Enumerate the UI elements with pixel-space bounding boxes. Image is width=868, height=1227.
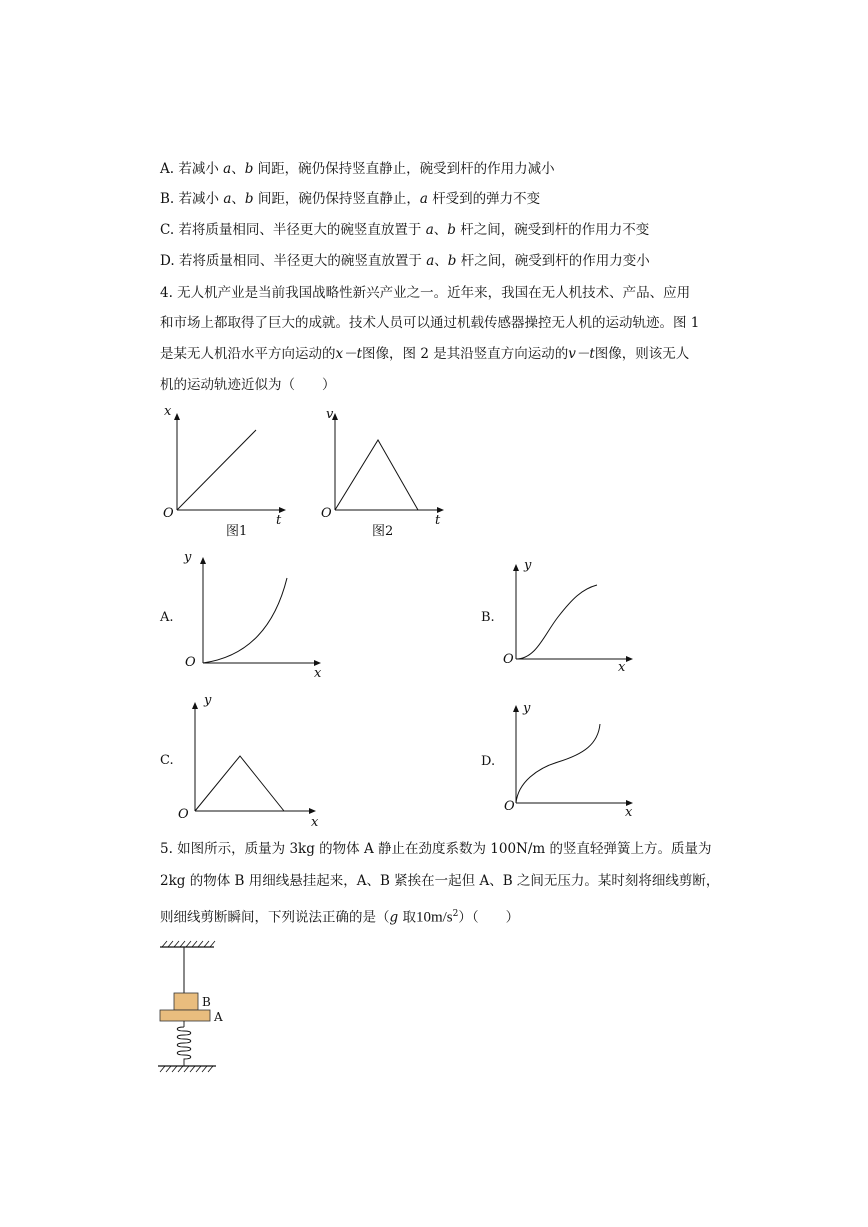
optC-origin-label: O: [178, 807, 189, 822]
optA-y-label: y: [184, 550, 192, 565]
fig2-caption: 图2: [372, 524, 394, 539]
q4-option-d-graph: [500, 698, 645, 823]
q4-line-1: 4. 无人机产业是当前我国战略性新兴产业之一。近年来，我国在无人机技术、产品、应用: [160, 285, 691, 301]
optB-curve: [516, 585, 597, 659]
fig1-caption: 图1: [226, 524, 248, 539]
fig2-triangle: [335, 440, 418, 510]
optB-x-label: x: [618, 660, 626, 675]
figure-1-xt-graph: [155, 400, 295, 528]
optD-x-label: x: [625, 805, 633, 820]
optC-x-label: x: [311, 815, 319, 830]
q3-option-d: D. 若将质量相同、半径更大的碗竖直放置于 a、b 杆之间，碗受到杆的作用力变小: [160, 253, 650, 269]
q5-line-3: 则细线剪断瞬间，下列说法正确的是（g 取$10m/s^2$）（ ）: [160, 909, 520, 926]
q3-option-a: A. 若减小 a、b 间距，碗仍保持竖直静止，碗受到杆的作用力减小: [160, 161, 555, 177]
fig1-line: [177, 430, 256, 510]
optB-y-label: y: [524, 558, 532, 573]
block-a: [160, 1010, 210, 1021]
fig2-y-label: v: [326, 407, 334, 422]
optB-origin-label: O: [503, 652, 514, 667]
fig1-y-label: x: [164, 404, 172, 419]
optC-y-label: y: [204, 693, 212, 708]
q4-line-2: 和市场上都取得了巨大的成就。技术人员可以通过机载传感器操控无人机的运动轨迹。图 1: [160, 315, 700, 331]
fig2-origin-label: O: [321, 506, 332, 521]
block-b: [174, 993, 198, 1010]
q4-option-d-label: D.: [481, 754, 496, 769]
q4-option-c-graph: [180, 690, 330, 830]
q4-option-c-label: C.: [160, 753, 174, 768]
fig1-x-label: t: [276, 513, 282, 528]
fig2-x-label: t: [435, 513, 441, 528]
label-a: A: [214, 1010, 223, 1024]
q3-option-b: B. 若减小 a、b 间距，碗仍保持竖直静止，a 杆受到的弹力不变: [160, 191, 541, 207]
optA-x-label: x: [314, 666, 322, 681]
q4-line-3: 是某无人机沿水平方向运动的x－t图像，图 2 是其沿竖直方向运动的v－t图像，则该无人: [160, 346, 690, 362]
q4-option-a-label: A.: [160, 610, 174, 625]
q4-line-4: 机的运动轨迹近似为（ ）: [160, 377, 336, 393]
q5-line-2: 2kg 的物体 B 用细线悬挂起来，A、B 紧挨在一起但 A、B 之间无压力。某时刻将细线剪断，: [160, 873, 720, 889]
ceiling-hatch: [162, 941, 215, 947]
q3-option-c: C. 若将质量相同、半径更大的碗竖直放置于 a、b 杆之间，碗受到杆的作用力不变: [160, 222, 650, 238]
ground-hatch: [160, 1066, 213, 1072]
q4-option-a-graph: [180, 548, 330, 680]
fig1-origin-label: O: [163, 506, 174, 521]
q5-line-1: 5. 如图所示，质量为 3kg 的物体 A 静止在劲度系数为 100N/m 的竖直轻弹簧上方。质量为: [160, 841, 712, 857]
label-b: B: [202, 995, 211, 1009]
q4-option-b-label: B.: [481, 610, 495, 625]
figure-2-vt-graph: [300, 400, 450, 528]
q4-option-b-graph: [500, 555, 640, 675]
spring: [177, 1021, 191, 1066]
optD-curve: [516, 724, 600, 803]
optA-curve: [203, 578, 287, 663]
optC-triangle: [195, 756, 284, 811]
optA-origin-label: O: [185, 655, 196, 670]
optD-origin-label: O: [504, 799, 515, 814]
optD-y-label: y: [523, 701, 531, 716]
q5-spring-figure: [150, 935, 240, 1080]
